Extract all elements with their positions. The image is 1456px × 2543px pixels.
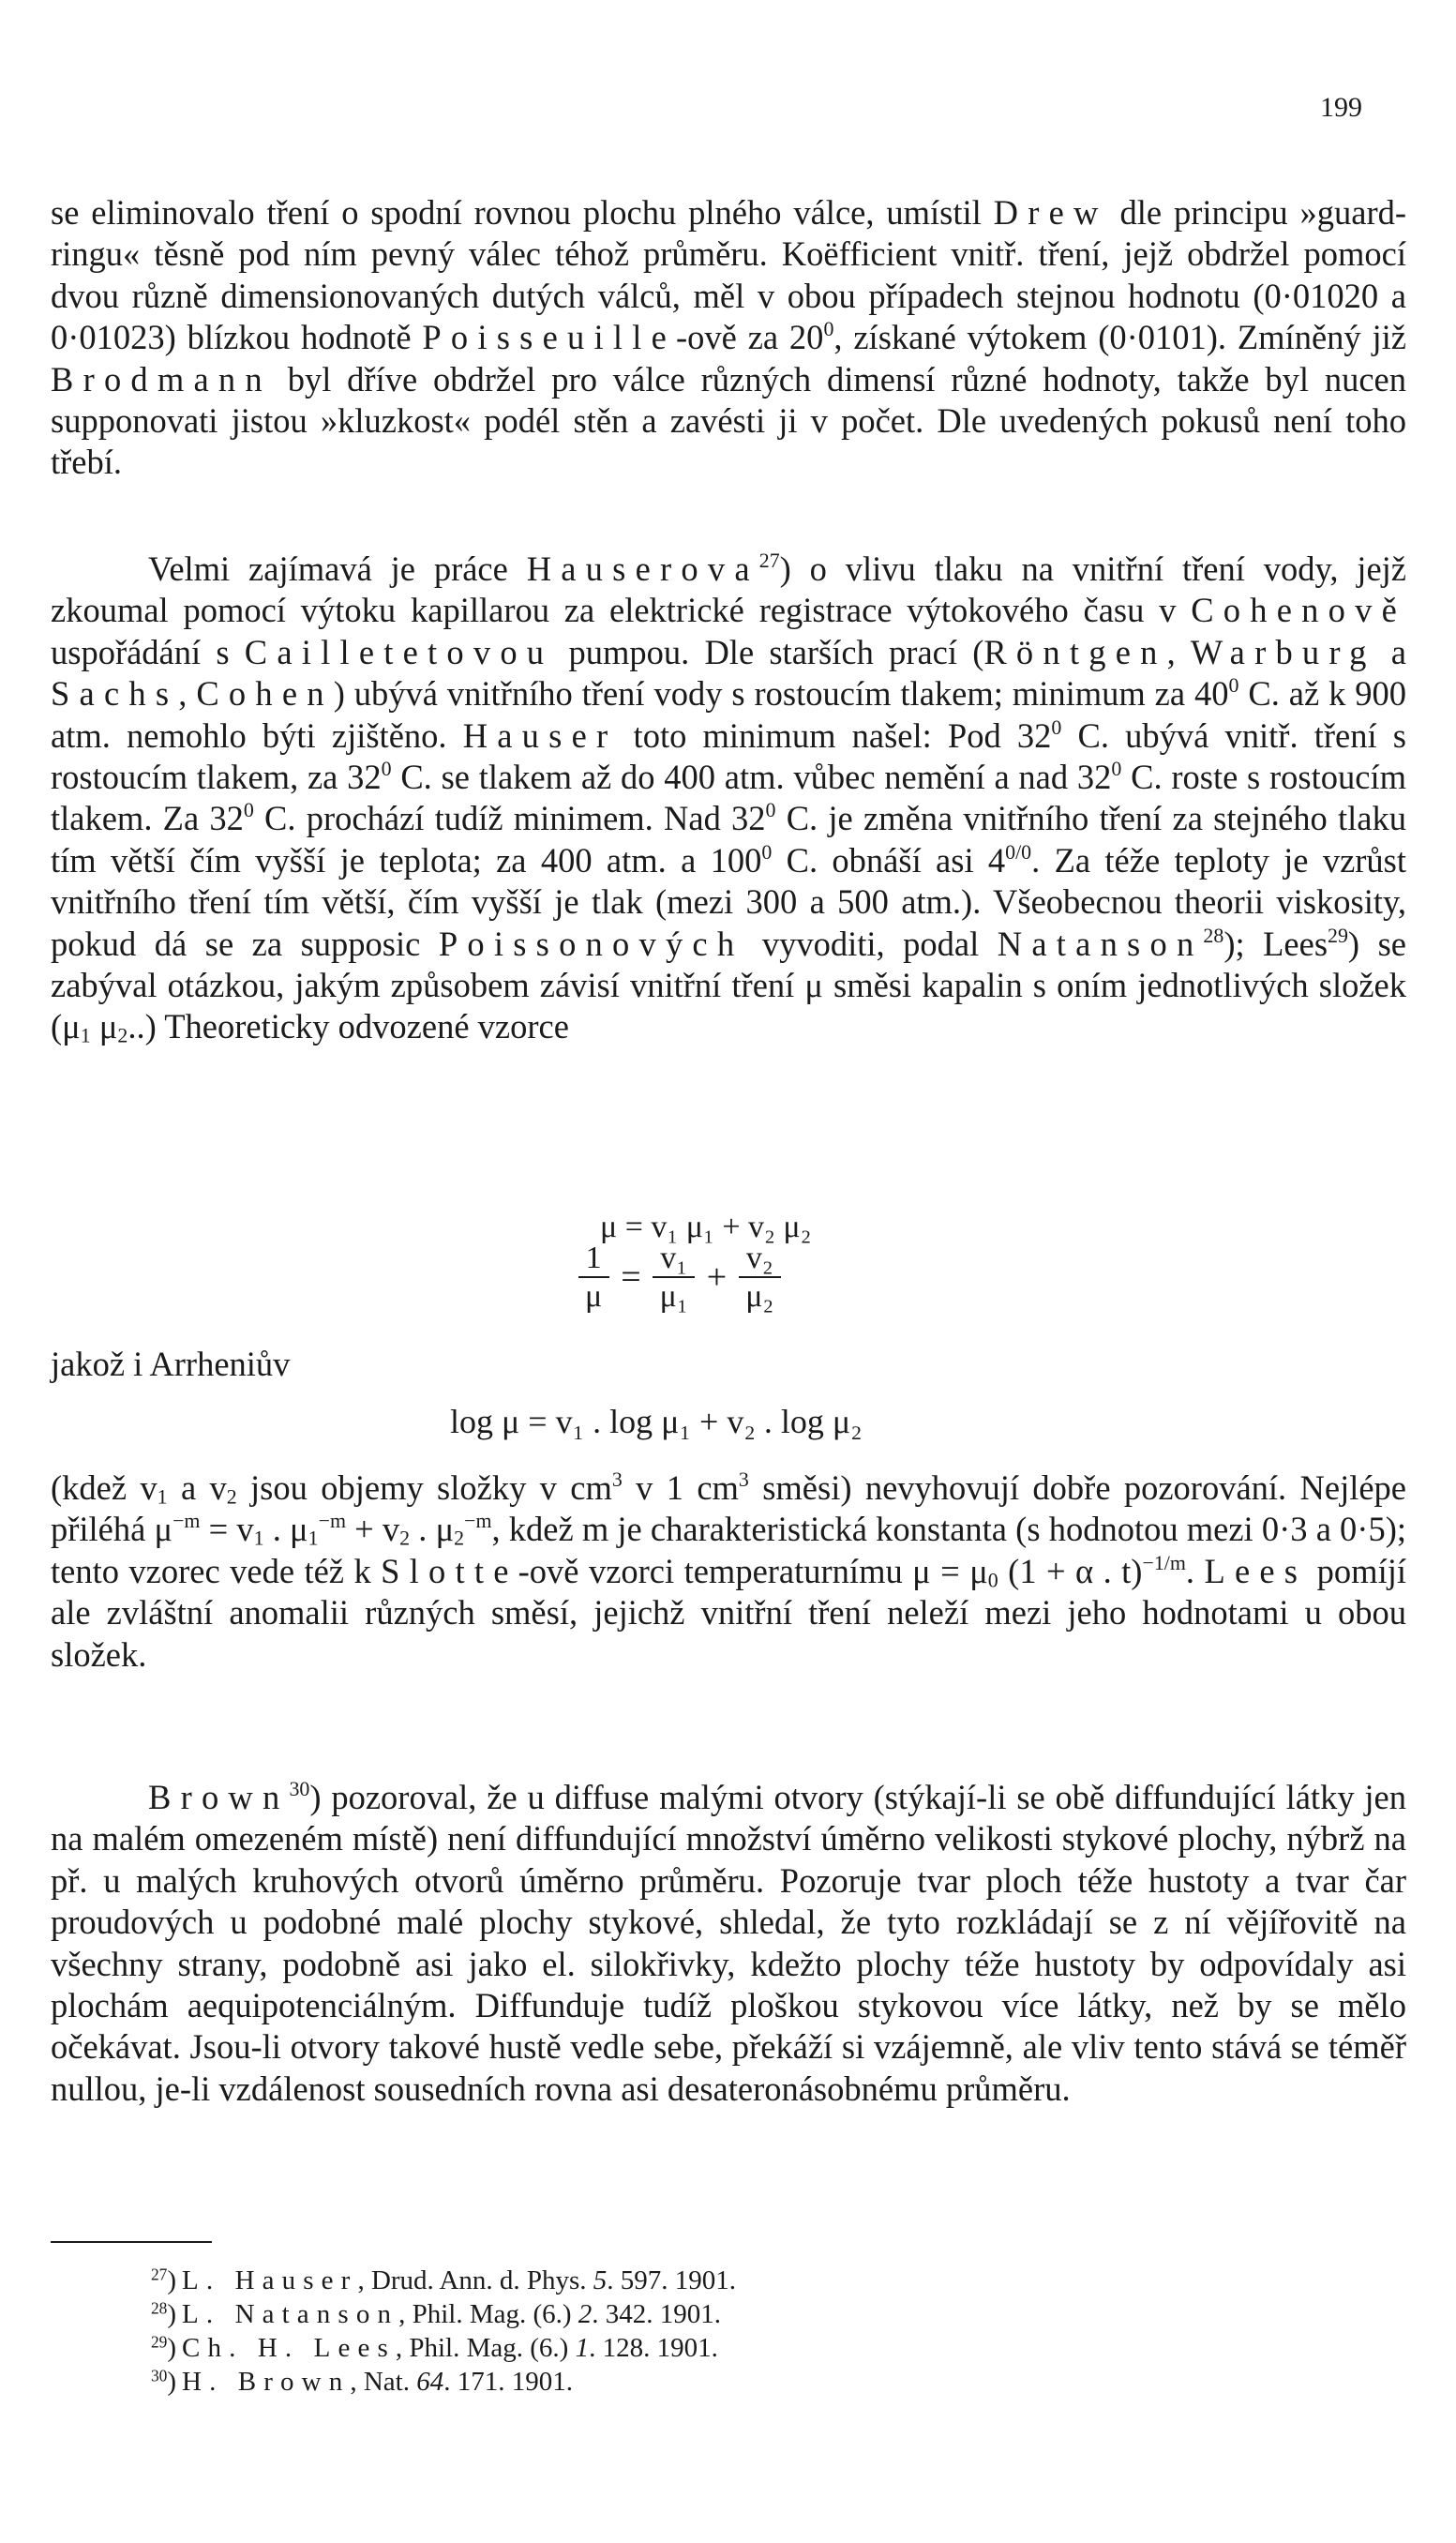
footnote-27: $^{27}$) L. Hauser, Drud. Ann. d. Phys. 5. 597. 1901. (150, 2265, 737, 2295)
footnote-ref-27: 27 (758, 548, 780, 572)
arrhenius-label: jakož i Arrheniův (51, 1345, 291, 1383)
footnote-30: $^{30}$) H. Brown, Nat. 64. 171. 1901. (150, 2366, 573, 2397)
paragraph-formula-discussion: (kdež $v_1$ a $v_2$ jsou objemy složky v $cm^3$ v 1 $cm^3$ směsi) nevyhovují dobře pozorování. Nejlépe přiléhá $\mu^{-m} = v_1$ . $\mu_1^{-m} + v_2$ . $\mu_2^{-m}$, kdež m je charakteristická konstanta (s hodnotou mezi 0·3 a 0·5); tento vzorec vede též k Slotte-ově vzorci temperaturnímu $\mu = \mu_0$ (1 + α . t)$^{-1/m}$. Lees pomíjí ale zvláštní anomalii různých směsí, jejichž vnitřní tření neleží mezi jeho hodnotami u obou složek. (51, 1467, 1407, 1674)
author-lees: Lees (1204, 1551, 1308, 1590)
formula-arrhenius: log μ = v₁ . log μ₁ + v₂ . log μ₂ (450, 1403, 863, 1440)
author-brown: Brown (148, 1778, 290, 1816)
formula-reciprocal-viscosity: $\frac{1}{\mu}$ = $\frac{\text{v₁}}{\text{μ₁}}$ + $\frac{\text{v₂}}{\text{μ₂}}$ (578, 1240, 781, 1315)
footnote-ref-30: 30 (289, 1776, 310, 1800)
formula-linear-viscosity: μ = v₁ μ₁ + v₂ μ₂ (600, 1210, 812, 1244)
author-brodmann: Brodmann (51, 359, 272, 399)
paragraph-hauser: Velmi zajímavá je práce Hauserova$^{27}$) o vlivu tlaku na vnitřní tření vody, jejž zkoumal pomocí výtoku kapillarou za elektrické registrace výtokového času v Cohenově uspořádání s Cailletetovou pumpou. Dle starších prací (Röntgen, Warburg a Sachs, Cohen) ubývá vnitřního tření vody s rostoucím tlakem; minimum za $40^0$ C. až k 900 atm. nemohlo býti zjištěno. Hauser toto minimum našel: Pod $32^0$ C. ubývá vnitř. tření s rostoucím tlakem, za $32^0$ C. se tlakem až do 400 atm. vůbec nemění a nad $32^0$ C. roste s rostoucím tlakem. Za $32^0$ C. prochází tudíž minimem. Nad $32^0$ C. je změna vnitřního tření za stejného tlaku tím větší čím vyšší je teplota; za 400 atm. a $100^0$ C. obnáší asi $4^{0/0}$. Za téže teploty je vzrůst vnitřního tření tím větší, čím vyšší je tlak (mezi 300 a 500 atm.). Všeobecnou theorii viskosity, pokud dá se za supposic Poissonových vyvoditi, podal Natanson$^{28}$); Lees$^{29}$) se zabýval otázkou, jakým způsobem závisí vnitřní tření μ směsi kapalin s oním jednotlivých složek ($\mu_1$ $\mu_2$..) Theoreticky odvozené vzorce (51, 548, 1407, 1047)
footnote-29: $^{29}$) Ch. H. Lees, Phil. Mag. (6.) 1. 128. 1901. (150, 2332, 718, 2363)
paragraph-guard-ring: se eliminovalo tření o spodní rovnou plochu plného válce, umístil Drew dle principu »guard-ringu« těsně pod ním pevný válec téhož průměru. Koëfficient vnitř. tření, jejž obdržel pomocí dvou různě dimensionovaných dutých válců, měl v obou případech stejnou hodnotu (0·01020 a 0·01023) blízkou hodnotě Poisseuille-ově za $20^0$, získané výtokem (0·0101). Zmíněný již Brodmann byl dříve obdržel pro válce různých dimensí různé hodnoty, takže byl nucen supponovati jistou »kluzkost« podél stěn a zavésti ji v počet. Dle uvedených pokusů není toho třebí. (51, 193, 1406, 482)
paragraph-brown: Brown$^{30}$) pozoroval, že u diffuse malými otvory (stýkají-li se obě diffundující látky jen na malém omezeném místě) není diffundující množství úměrno velikosti stykové plochy, nýbrž na př. u malých kruhových otvorů úměrno průměru. Pozoruje tvar ploch téže hustoty a tvar čar proudových u podobné malé plochy stykové, shledal, že tyto rozkládají se z ní vějířovitě na všechny strany, podobně asi jako el. silokřivky, kdežto plochy téže hustoty by odpovídaly asi plochám aequipotenciálným. Diffunduje tudíž ploškou stykovou více látky, než by se mělo očekávat. Jsou-li otvory takové hustě vedle sebe, překáží si vzájemně, ale vliv tento stává se téměř nullou, je-li vzdálenost sousedních rovna asi desateronásobnému průměru. (51, 1776, 1406, 2108)
footnote-divider (51, 2241, 212, 2243)
page-number: 199 (1320, 92, 1362, 123)
footnotes (141, 2264, 736, 2399)
author-poisseuille: Poisseuille (422, 318, 676, 357)
author-drew: Drew (993, 193, 1108, 232)
author-slotte: Slotte (381, 1551, 518, 1590)
author-hauser: Hauserova (526, 549, 759, 588)
footnote-ref-28: 28 (1203, 923, 1224, 947)
footnote-28: $^{28}$) L. Natanson, Phil. Mag. (6.) 2. 342. 1901. (150, 2298, 722, 2329)
footnote-ref-29: 29 (1328, 923, 1348, 947)
